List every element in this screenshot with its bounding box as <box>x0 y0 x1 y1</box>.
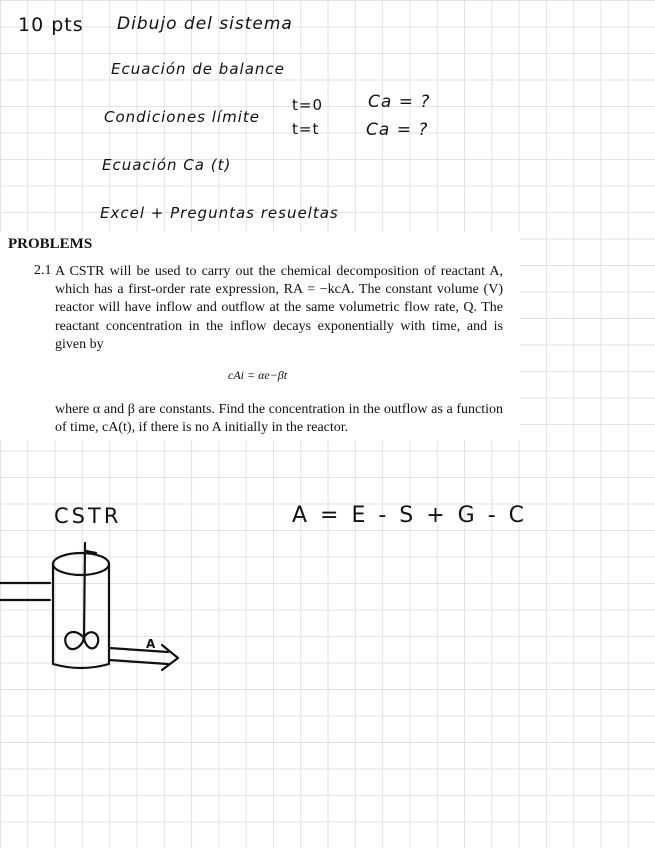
tank-top <box>53 553 109 575</box>
problem-number: 2.1 <box>34 263 52 278</box>
note-excel-preguntas: Excel + Preguntas resueltas <box>100 204 339 222</box>
outflow-stream-label: A <box>146 637 157 651</box>
outflow-pipe <box>109 648 168 664</box>
balance-equation: A = E - S + G - C <box>292 503 528 528</box>
inflow-pipe <box>0 583 50 600</box>
problems-heading: PROBLEMS <box>8 236 93 252</box>
tank-body <box>53 564 109 668</box>
note-ca-unknown-2: Ca = ? <box>366 120 429 140</box>
note-condiciones-limite: Condiciones límite <box>104 108 260 126</box>
note-ecuacion-ca: Ecuación Ca (t) <box>102 156 232 174</box>
note-ecuacion-balance: Ecuación de balance <box>111 60 285 78</box>
points-note: 10 pts <box>18 14 84 36</box>
inflow-equation: cAi = αe−βt <box>228 368 288 382</box>
impeller <box>65 632 98 649</box>
outflow-arrow <box>162 645 178 670</box>
rate-expression: RA = −kcA <box>283 282 351 298</box>
note-dibujo: Dibujo del sistema <box>117 14 293 34</box>
note-t-zero: t=0 <box>292 96 323 114</box>
cstr-label: CSTR <box>54 504 122 528</box>
agitator-shaft <box>84 543 85 640</box>
note-ca-unknown-1: Ca = ? <box>368 92 431 112</box>
note-t-t: t=t <box>292 120 320 138</box>
problem-question: where α and β are constants. Find the concentration in the outflow as a function of time, cA(t), if there is no A initially in the reactor. <box>55 402 503 436</box>
problem-statement: A CSTR will be used to carry out the chemical decomposition of reactant A, which has a first-order rate expression, RA = −kcA. The constant volume (V) reactor will have inflow and outflow at the same volumetric flow rate, Q. The reactant concentration in the inflow decays exponentially with time, and is given by <box>55 264 503 352</box>
